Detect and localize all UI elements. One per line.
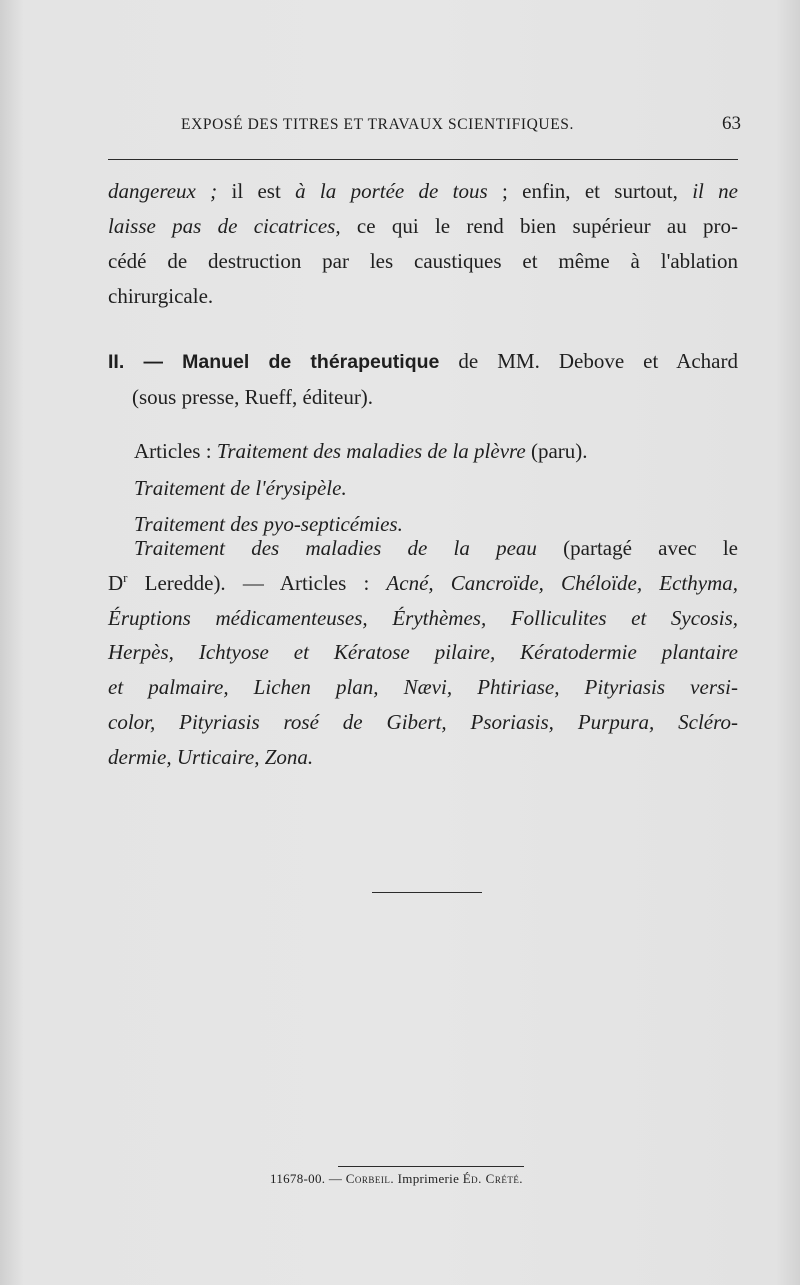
section-authors: de MM. Debove et Achard bbox=[439, 349, 738, 373]
paragraph-line: cédé de destruction par les caustiques et même à l'ablation bbox=[108, 249, 738, 273]
paragraph-line: Éruptions médicamenteuses, Érythèmes, Folliculites et Sycosis, bbox=[108, 605, 738, 630]
text-fragment: Leredde). — Articles : bbox=[127, 570, 387, 595]
articles-list bbox=[134, 433, 738, 543]
printer-imprint bbox=[270, 1171, 523, 1187]
paragraph-line bbox=[108, 209, 738, 244]
printer-owner: Éd. Crété. bbox=[462, 1171, 524, 1186]
end-of-text-rule bbox=[372, 892, 482, 893]
text-fragment: D bbox=[108, 570, 124, 595]
paragraph-line: color, Pityriasis rosé de Gibert, Psoriasis, Purpura, Scléro- bbox=[108, 709, 738, 734]
printer-rule bbox=[338, 1166, 524, 1167]
section-title: II. — Manuel de thérapeutique bbox=[108, 351, 440, 373]
running-title: EXPOSÉ DES TITRES ET TRAVAUX SCIENTIFIQUES. bbox=[181, 116, 574, 133]
article-row: Traitement de l'érysipèle. bbox=[134, 475, 347, 500]
header-rule bbox=[108, 159, 738, 160]
text-fragment: il ne bbox=[692, 179, 739, 203]
paragraph-line: Herpès, Ichtyose et Kératose pilaire, Kératodermie plantaire bbox=[108, 640, 738, 665]
articles-label: Articles : bbox=[134, 439, 217, 463]
paragraph-line: et palmaire, Lichen plan, Nævi, Phtiriase, Pityriasis versi- bbox=[108, 675, 738, 700]
section-heading-line bbox=[108, 344, 738, 380]
printer-name: Imprimerie bbox=[394, 1171, 463, 1186]
superscript: r bbox=[123, 569, 128, 585]
article-status: (paru). bbox=[525, 439, 588, 463]
article-title: Traitement des maladies de la plèvre bbox=[216, 439, 526, 463]
paragraph-cicatrices bbox=[108, 174, 738, 314]
text-fragment: ; enfin, et surtout, bbox=[487, 179, 693, 203]
running-head bbox=[181, 113, 741, 140]
text-fragment: Traitement des maladies de la peau bbox=[134, 536, 537, 560]
paragraph-line bbox=[108, 174, 738, 209]
text-fragment: à la portée de tous bbox=[295, 179, 488, 203]
paragraph-line bbox=[108, 566, 738, 601]
article-row bbox=[134, 433, 738, 470]
paragraph-line: chirurgicale. bbox=[108, 284, 214, 308]
article-row: Traitement des pyo-septicémies. bbox=[134, 512, 403, 536]
text-fragment: ce qui le rend bien supérieur au pro- bbox=[340, 214, 738, 238]
printer-city: Corbeil. bbox=[345, 1171, 395, 1186]
text-fragment: il est bbox=[217, 179, 296, 203]
text-fragment: Acné, Cancroïde, Chéloïde, Ecthyma, bbox=[386, 570, 738, 595]
text-fragment: dangereux ; bbox=[108, 179, 218, 203]
paragraph-skin-articles bbox=[108, 531, 738, 775]
paragraph-line bbox=[108, 531, 738, 566]
section-heading-manuel bbox=[108, 344, 738, 415]
section-publisher: (sous presse, Rueff, éditeur). bbox=[132, 385, 374, 409]
paragraph-line: dermie, Urticaire, Zona. bbox=[108, 744, 314, 769]
text-fragment: (partagé avec le bbox=[536, 536, 738, 560]
text-fragment: laisse pas de cicatrices, bbox=[108, 214, 341, 238]
print-number: 11678-00. — bbox=[270, 1171, 346, 1186]
page-number: 63 bbox=[722, 113, 741, 134]
